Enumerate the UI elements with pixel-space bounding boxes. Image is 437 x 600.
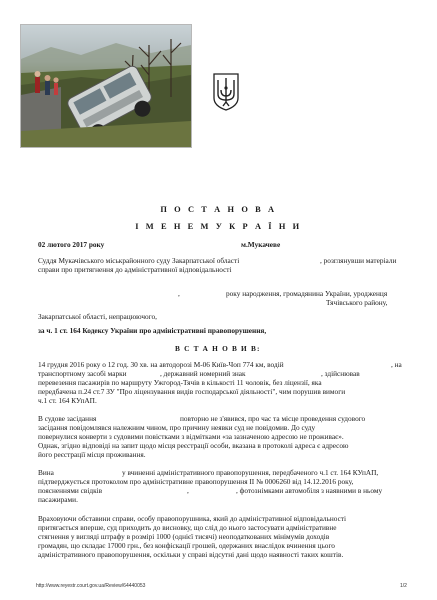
p3-line-3a: поясненнями свідків [38, 486, 103, 495]
person-line-1: року народження, громадянина України, уродженця [226, 289, 388, 298]
decision-city: м.Мукачеве [241, 240, 281, 249]
ukraine-trident-emblem-icon [212, 72, 240, 112]
p2-line-4: Однак, згідно відповіді на запит щодо місця реєстрації особи, вказана в протоколі адреса є адресою [38, 441, 349, 450]
p1-line-2a: транспортному засобі марки [38, 369, 127, 378]
p1-line-2b: , державний номерний знак [160, 369, 246, 378]
p1-line-5: ч.1 ст. 164 КУпАП. [38, 396, 97, 405]
p1-line-1b: , на [391, 360, 402, 369]
person-line-3: Закарпатської області, непрацюючого, [38, 312, 157, 321]
p2-line-3: повернулися конверти з судовими повістками з відмітками «за зазначеною адресою не проживає». [38, 432, 344, 441]
p4-line-3: стягнення у вигляді штрафу в розмірі 1000 (однієї тисячі) неоподаткованих мінімумів доходів [38, 532, 330, 541]
accident-photo [20, 24, 192, 148]
person-line-2: Тячівського району, [326, 298, 388, 307]
intro-line-1-end: , розглянувши матеріали [320, 256, 397, 265]
p1-line-2c: , здійснював [321, 369, 360, 378]
document-subtitle: І М Е Н Е М У К Р А Ї Н И [135, 222, 302, 231]
p4-line-1: Враховуючи обставини справи, особу правопорушника, який до адміністративної відповідальності [38, 514, 347, 523]
p4-line-4: громадян, що складає 17000 грн., без конфіскації грошей, одержаних внаслідок вчинення цього [38, 541, 335, 550]
p2-line-1a: В судове засідання [38, 414, 97, 423]
decision-date: 02 лютого 2017 року [38, 240, 105, 249]
p3-line-3c: , фотознімками автомобіля з наявними в ньому [236, 486, 383, 495]
p3-line-2: підтверджується протоколом про адміністративне правопорушення ІІ № 0006260 від 14.12.2016 року, [38, 477, 354, 486]
established-heading: В С Т А Н О В И В: [175, 344, 261, 353]
p1-line-1a: 14 грудня 2016 року о 12 год. 30 хв. на автодорозі М-06 Київ-Чоп 774 км, водій [38, 360, 284, 369]
intro-line-1: Суддя Мукачівського міськрайонного суду Закарпатської області [38, 256, 240, 265]
p2-line-5: його реєстрації місця проживання. [38, 450, 146, 459]
charge-line: за ч. 1 ст. 164 Кодексу України про адміністративні правопорушення, [38, 326, 267, 335]
p3-line-1b: у вчиненні адміністративного правопорушення, передбаченого ч.1 ст. 164 КУпАП, [122, 468, 379, 477]
p3-line-3b: , [187, 486, 189, 495]
p4-line-5: адміністративного правопорушення, оскільки у справі відсутні дані щодо наявності таких коштів. [38, 550, 344, 559]
p2-line-2: засідання повідомлявся належним чином, про причину неявки суд не повідомив. До суду [38, 423, 316, 432]
p3-line-4: пасажирами. [38, 495, 78, 504]
p3-line-1a: Вина [38, 468, 54, 477]
p2-line-1b: повторно не з'явився, про час та місце проведення судового [180, 414, 366, 423]
footer-url[interactable]: http://www.reyestr.court.gov.ua/Review/64440053 [36, 583, 146, 589]
document-title: П О С Т А Н О В А [160, 205, 277, 214]
intro-line-2: справи про притягнення до адміністративної відповідальності [38, 265, 232, 274]
person-line-1-comma: , [178, 289, 180, 298]
footer-page-number: 1/2 [400, 583, 407, 589]
p1-line-4: передбачена п.24 ст.7 ЗУ "Про ліцензування видів господарської діяльності", чим порушив вимоги [38, 387, 346, 396]
p1-line-3: перевезення пасажирів по маршруту Ужгород-Тячів в кількості 11 чоловік, без ліцензії, яка [38, 378, 322, 387]
p4-line-2: притягається вперше, суд приходить до висновку, що слід до нього застосувати адміністративне [38, 523, 337, 532]
